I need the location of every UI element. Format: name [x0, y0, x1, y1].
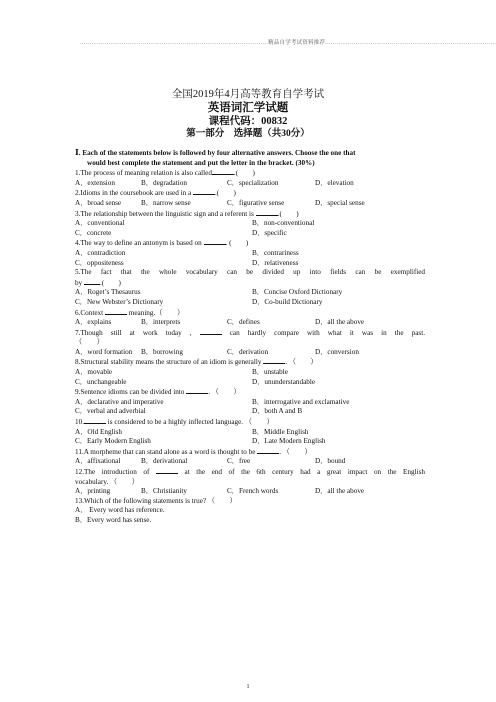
page-header: ………………………………………………………………………………………精品自学考试资料推荐……………………………………………………………………………… — [80, 40, 496, 46]
part-title: 第一部分 选择题（共30分） — [186, 129, 310, 139]
question-stem: 4.The way to define an antonym is based on . ( ) — [75, 239, 249, 248]
page-number: 1 — [246, 684, 250, 690]
question-stem: 5.The fact that the whole vocabulary can be divided up into fields can be exemplified — [75, 268, 425, 277]
options: A．broad sense B．narrow sense C．figurative sense D．special sense — [75, 198, 365, 207]
exam-title: 全国2019年4月高等教育自学考试 — [171, 89, 325, 100]
options: C．verbal and adverbial D．both A and B — [75, 407, 303, 416]
instruction-cont: would best complete the statement and put the letter in the bracket. (30%) — [87, 158, 315, 167]
question-list — [75, 148, 425, 526]
option-line: B．Every word has sense. — [75, 515, 152, 524]
options: C．unchangeable D．ununderstandable — [75, 377, 316, 386]
options: A．extension B．degradation C．specialization D．elevation — [75, 178, 354, 187]
question-stem: 13.Which of the following statements is true? （ ） — [75, 496, 237, 505]
options: A．movable B．unstable — [75, 368, 288, 377]
options: C．concrete D．specific — [75, 228, 287, 237]
option-line: A． Every word has reference. — [75, 506, 165, 515]
question-stem: 10. is considered to be a highly inflected language. （ ） — [75, 418, 274, 427]
course-code: 课程代码：00832 — [208, 116, 288, 127]
question-stem: 2.Idioms in the coursebook are used in a .( ) — [75, 189, 236, 198]
subject-title: 英语词汇学试题 — [207, 102, 289, 114]
question-stem: 7.Though still at work today , can hardly compare with what it was in the past. — [75, 328, 426, 337]
options: A．word formation B．borrowing C．derivation D．conversion — [75, 347, 359, 356]
question-stem-cont: vocabulary. （ ） — [75, 477, 139, 486]
question-stem: 9.Sentence idioms can be divided into . （ ） — [75, 388, 241, 397]
options: A．Old English B．Middle English — [75, 427, 309, 436]
question-stem-cont: （ ） — [75, 338, 104, 347]
question-stem: 3.The relationship between the linguistic sign and a referent is .( ) — [75, 209, 299, 218]
instruction: Ⅰ. Each of the statements below is followed by four alternative answers. Choose the one that — [75, 148, 356, 157]
options: C．Early Modern English D．Late Modern English — [75, 437, 326, 446]
options: A．contradiction B．contrariness — [75, 248, 299, 257]
options: C．oppositeness D．relativeness — [75, 258, 299, 267]
question-stem: 6.Context meaning.（ ） — [75, 308, 185, 317]
options: A．conventional B．non-conventional — [75, 219, 315, 228]
question-stem: 8.Structural stability means the structure of an idiom is generally . （ ） — [75, 358, 318, 367]
options: A．explains B．interprets C．defines D．all the above — [75, 318, 365, 327]
options: A．printing B．Christianity C．French words D．all the above — [75, 487, 365, 496]
options: A．declarative and imperative B．interrogative and exclamative — [75, 397, 350, 406]
question-stem: 12.The introduction of at the end of the 6th century had a great impact on the English — [75, 468, 426, 476]
title-block — [0, 88, 496, 140]
question-stem-cont: by .( ) — [75, 278, 121, 287]
options: A．affixational B．derivational C．free D．bound — [75, 457, 346, 466]
question-stem: 1.The process of meaning relation is also called .( ) — [75, 169, 255, 178]
question-stem: 11.A morpheme that can stand alone as a word is thought to be . （ ） — [75, 447, 312, 456]
options: A．Roget’s Thesaurus B．Concise Oxford Dictionary — [75, 288, 343, 297]
options: C．New Webster’s Dictionary D．Co-build Dictionary — [75, 297, 323, 306]
